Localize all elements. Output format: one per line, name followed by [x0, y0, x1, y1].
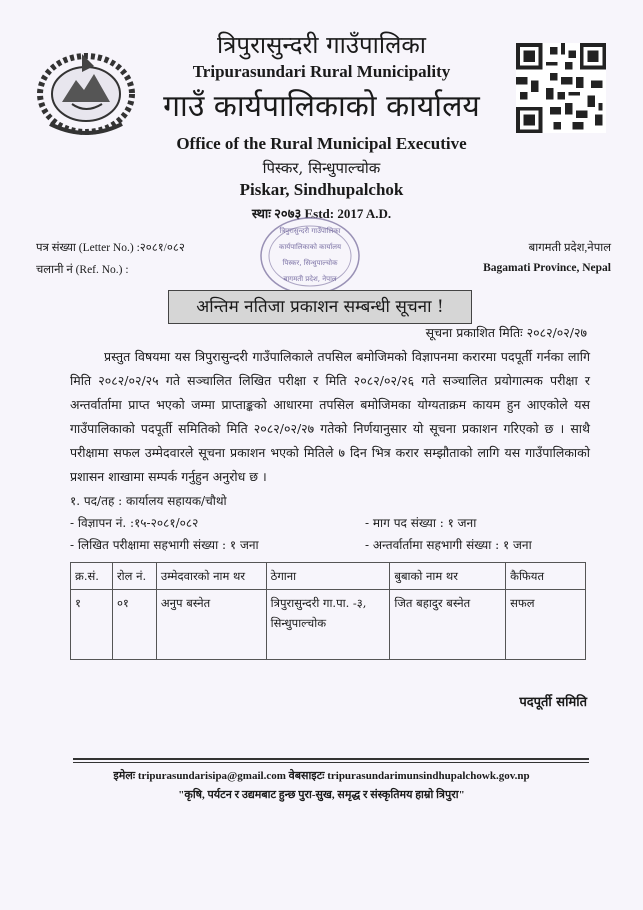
- office-name-en: Office of the Rural Municipal Executive: [176, 134, 467, 153]
- footer-divider-thick: [73, 758, 589, 760]
- header-father-name: बुबाको नाम थर: [390, 563, 506, 590]
- footer-contact: इमेलः tripurasundarisipa@gmail.com वेबसाइटः tripurasundarimunsindhupalchowk.gov.np: [113, 770, 530, 782]
- signature-committee: पदपूर्ती समिति: [519, 695, 587, 710]
- letter-number: पत्र संख्या (Letter No.) :२०८१/०८२: [36, 242, 185, 254]
- cell-address: त्रिपुरासुन्दरी गा.पा. -३, सिन्धुपाल्चोक: [266, 590, 390, 660]
- office-name-np: गाउँ कार्यपालिकाको कार्यालय: [163, 89, 480, 124]
- reference-number: चलानी नं (Ref. No.) :: [36, 264, 129, 276]
- footer-divider-thin: [73, 762, 589, 763]
- header-candidate-name: उम्मेदवारको नाम थर: [156, 563, 266, 590]
- interview-count: - अन्तर्वार्तामा सहभागी संख्या : १ जना: [365, 538, 532, 552]
- stamp-line-2: कार्यपालिकाको कार्यालय: [278, 243, 342, 251]
- established-year: स्थाः २०७३ Estd: 2017 A.D.: [251, 206, 392, 221]
- header-remarks: कैफियत: [506, 563, 586, 590]
- cell-remarks: सफल: [506, 590, 586, 660]
- cell-serial: १: [71, 590, 113, 660]
- written-exam-count: - लिखित परीक्षामा सहभागी संख्या : १ जना: [70, 538, 259, 552]
- header-address: ठेगाना: [266, 563, 390, 590]
- province-np: बागमती प्रदेश,नेपाल: [528, 242, 611, 254]
- cell-roll: ०१: [112, 590, 156, 660]
- cell-candidate-name: अनुप बस्नेत: [156, 590, 266, 660]
- table-row: [71, 590, 586, 660]
- notice-body-section: [70, 345, 590, 489]
- header-roll: रोल नं.: [112, 563, 156, 590]
- header-serial: क्र.सं.: [71, 563, 113, 590]
- post-level: १. पद/तह : कार्यालय सहायक/चौथो: [70, 494, 227, 508]
- province-en: Bagamati Province, Nepal: [483, 262, 611, 274]
- stamp-line-1: त्रिपुरासुन्दरी गाउँपालिका: [279, 227, 341, 235]
- ad-number: - विज्ञापन नं. :१५-२०८१/०८२: [70, 516, 199, 530]
- footer-slogan: "कृषि, पर्यटन र उद्यमबाट हुन्छ पुरा-सुख, समृद्ध र संस्कृतिमय हाम्रो त्रिपुरा": [178, 789, 465, 801]
- notice-body: प्रस्तुत विषयमा यस त्रिपुरासुन्दरी गाउँपालिकाले तपसिल बमोजिमको विज्ञापनमा करारमा पदपूर्ती गर्नका लागि मिति २०८२/०२/२५ गते सञ्चालित लिखित परीक्षा र मिति २०८२/०२/२६ गते सञ्चालित प्रयोगात्मक परीक्षा र अन्तर्वार्तामा प्राप्त भएको जम्मा प्राप्ताङ्कको आधारमा तपसिल बमोजिमका योग्यताक्रम कायम हुन आएकोले यस गाउँपालिकाको पदपूर्ती समितिको मिति २०८२/०२/२७ गतेको निर्णयानुसार यो सूचना प्रकाशन गरिएको छ । साथै परीक्षामा सफल उम्मेदवारले सूचना प्रकाशन भएको मितिले ७ दिन भित्र करार सम्झौताको लागि यस गाउँपालिकाको प्रशासन शाखामा सम्पर्क गर्नुहुन अनुरोध छ ।: [70, 349, 590, 484]
- results-table: [70, 562, 586, 660]
- municipality-name-np: त्रिपुरासुन्दरी गाउँपालिका: [216, 31, 427, 59]
- office-stamp: [258, 215, 362, 297]
- address-np: पिस्कर, सिन्धुपाल्चोक: [262, 159, 381, 177]
- stamp-line-3: पिस्कर, सिन्धुपाल्चोक: [282, 259, 338, 267]
- cell-father-name: जित बहादुर बस्नेत: [390, 590, 506, 660]
- notice-title: अन्तिम नतिजा प्रकाशन सम्बन्धी सूचना !: [168, 290, 472, 324]
- published-date: सूचना प्रकाशित मितिः २०८२/०२/२७: [425, 325, 587, 340]
- table-header-row: [71, 563, 586, 590]
- demand-count: - माग पद संख्या : १ जना: [365, 516, 477, 530]
- address-en: Piskar, Sindhupalchok: [239, 180, 404, 199]
- municipality-name-en: Tripurasundari Rural Municipality: [192, 62, 451, 81]
- stamp-line-4: बागमती प्रदेश, नेपाल: [283, 275, 337, 283]
